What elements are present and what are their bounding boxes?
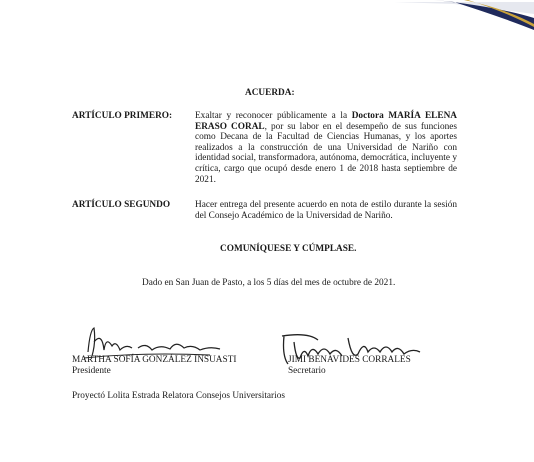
header-decoration — [394, 0, 534, 60]
article-1-text-end: , por su labor en el desempeño de sus funciones como Decana de la Facultad de Ciencias Humanas, y los aportes realizados a la construcción de una Universidad de Nariño con identidad social, transformadora, autónoma, democrática, incluyente y crítica, cargo que ocupó desde enero 1 de 2018 hasta septiembre de 2021. — [195, 121, 457, 185]
signatory-2-role: Secretario — [288, 366, 326, 376]
signatory-1-name: MARTHA SOFÍA GONZÁLEZ INSUASTI — [72, 355, 237, 365]
signatory-1-role: Presidente — [72, 366, 111, 376]
resolution-heading: ACUERDA: — [245, 88, 295, 98]
signatory-2-name: JIMI BENAVIDES CORRALES — [288, 355, 411, 365]
prepared-by-note: Proyectó Lolita Estrada Relatora Consejos Universitarios — [72, 391, 286, 401]
article-1-text — [195, 111, 457, 185]
article-2-label: ARTÍCULO SEGUNDO — [72, 200, 171, 210]
article-2-text: Hacer entrega del presente acuerdo en nota de estilo durante la sesión del Consejo Académico de la Universidad de Nariño. — [195, 200, 457, 221]
article-1-text-start: Exaltar y reconocer públicamente a la — [195, 111, 352, 121]
dated-line: Dado en San Juan de Pasto, a los 5 días del mes de octubre de 2021. — [142, 278, 396, 288]
closing-formula: COMUNÍQUESE Y CÚMPLASE. — [220, 244, 357, 254]
honoree-name: Doctora MARÍA ELENA ERASO CORAL — [195, 111, 457, 132]
article-1-label: ARTÍCULO PRIMERO: — [72, 111, 173, 121]
